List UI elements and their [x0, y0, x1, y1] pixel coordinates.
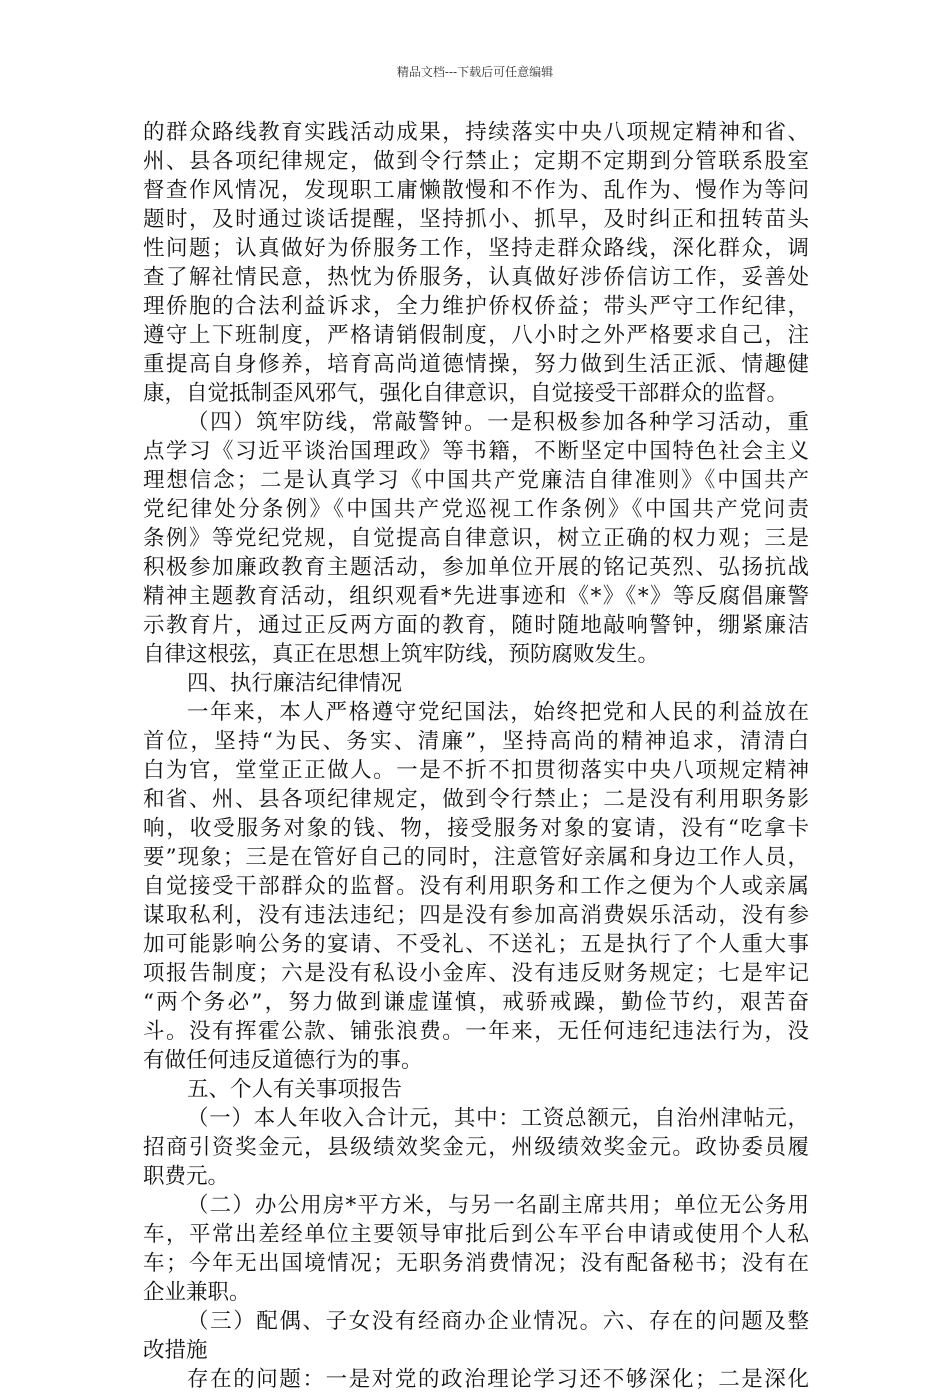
document-body	[143, 118, 809, 1394]
text-line: 督查作风情况，发现职工庸懒散慢和不作为、乱作为、慢作为等问	[143, 178, 809, 203]
text-line: 车；今年无出国境情况；无职务消费情况；没有配备秘书；没有在	[143, 1251, 809, 1276]
text-line: 招商引资奖金元，县级绩效奖金元，州级绩效奖金元。政协委员履	[143, 1135, 809, 1160]
text-line: 理侨胞的合法利益诉求，全力维护侨权侨益；带头严守工作纪律，	[143, 294, 809, 319]
text-line: （一）本人年收入合计元，其中：工资总额元，自治州津帖元，	[187, 1106, 809, 1131]
text-line: 企业兼职。	[143, 1280, 251, 1305]
text-line: 自律这根弦，真正在思想上筑牢防线，预防腐败发生。	[143, 642, 660, 667]
text-line: 题时，及时通过谈话提醒，坚持抓小、抓早，及时纠正和扭转苗头	[143, 207, 809, 232]
text-line: 重提高自身修养，培育高尚道德情操，努力做到生活正派、情趣健	[143, 352, 809, 377]
text-line: 遵守上下班制度，严格请销假制度，八小时之外严格要求自己，注	[143, 323, 809, 348]
text-line: （二）办公用房*平方米，与另一名副主席共用；单位无公务用	[187, 1193, 809, 1218]
text-line: 州、县各项纪律规定，做到令行禁止；定期不定期到分管联系股室	[143, 149, 809, 174]
text-line: （三）配偶、子女没有经商办企业情况。六、存在的问题及整	[187, 1309, 809, 1334]
text-line: 一年来，本人严格遵守党纪国法，始终把党和人民的利益放在	[187, 700, 809, 725]
text-line: 精神主题教育活动，组织观看*先进事迹和《*》《*》等反腐倡廉警	[143, 584, 809, 609]
text-line: 康，自觉抵制歪风邪气，强化自律意识，自觉接受干部群众的监督。	[143, 381, 789, 406]
text-line: 性问题；认真做好为侨服务工作，坚持走群众路线，深化群众，调	[143, 236, 809, 261]
text-line: 要”现象；三是在管好自己的同时，注意管好亲属和身边工作人员，	[143, 845, 809, 870]
text-line: 谋取私利，没有违法违纪；四是没有参加高消费娱乐活动，没有参	[143, 903, 809, 928]
page-header: 精品文档---下载后可任意编辑	[396, 65, 554, 79]
text-line: 点学习《习近平谈治国理政》等书籍，不断坚定中国特色社会主义	[143, 439, 809, 464]
text-line: 职费元。	[143, 1164, 230, 1189]
text-line: 加可能影响公务的宴请、不受礼、不送礼；五是执行了个人重大事	[143, 932, 809, 957]
text-line: 党纪律处分条例》《中国共产党巡视工作条例》《中国共产党问责	[143, 497, 809, 522]
text-line: 条例》等党纪党规，自觉提高自律意识，树立正确的权力观；三是	[143, 526, 809, 551]
text-line: 五、个人有关事项报告	[187, 1077, 403, 1102]
text-line: 示教育片，通过正反两方面的教育，随时随地敲响警钟，绷紧廉洁	[143, 613, 809, 638]
text-line: 白为官，堂堂正正做人。一是不折不扣贯彻落实中央八项规定精神	[143, 758, 809, 783]
text-line: 和省、州、县各项纪律规定，做到令行禁止；二是没有利用职务影	[143, 787, 809, 812]
text-line: 存在的问题：一是对党的政治理论学习还不够深化；二是深化	[187, 1367, 809, 1392]
text-line: 自觉接受干部群众的监督。没有利用职务和工作之便为个人或亲属	[143, 874, 809, 899]
text-line: （四）筑牢防线，常敲警钟。一是积极参加各种学习活动，重	[187, 410, 809, 435]
text-line: 首位，坚持“为民、务实、清廉”，坚持高尚的精神追求，清清白	[143, 729, 809, 754]
text-line: 的群众路线教育实践活动成果，持续落实中央八项规定精神和省、	[143, 120, 809, 145]
text-line: 项报告制度；六是没有私设小金库、没有违反财务规定；七是牢记	[143, 961, 809, 986]
text-line: “两个务必”，努力做到谦虚谨慎，戒骄戒躁，勤俭节约，艰苦奋	[143, 990, 809, 1015]
text-line: 有做任何违反道德行为的事。	[143, 1048, 423, 1073]
text-line: 响，收受服务对象的钱、物，接受服务对象的宴请，没有“吃拿卡	[143, 816, 809, 841]
text-line: 斗。没有挥霍公款、铺张浪费。一年来，无任何违纪违法行为，没	[143, 1019, 809, 1044]
text-line: 查了解社情民意，热忱为侨服务，认真做好涉侨信访工作，妥善处	[143, 265, 809, 290]
text-line: 积极参加廉政教育主题活动，参加单位开展的铭记英烈、弘扬抗战	[143, 555, 809, 580]
text-line: 改措施	[143, 1338, 208, 1363]
text-line: 四、执行廉洁纪律情况	[187, 671, 403, 696]
text-line: 车，平常出差经单位主要领导审批后到公车平台申请或使用个人私	[143, 1222, 809, 1247]
text-line: 理想信念；二是认真学习《中国共产党廉洁自律准则》《中国共产	[143, 468, 809, 493]
